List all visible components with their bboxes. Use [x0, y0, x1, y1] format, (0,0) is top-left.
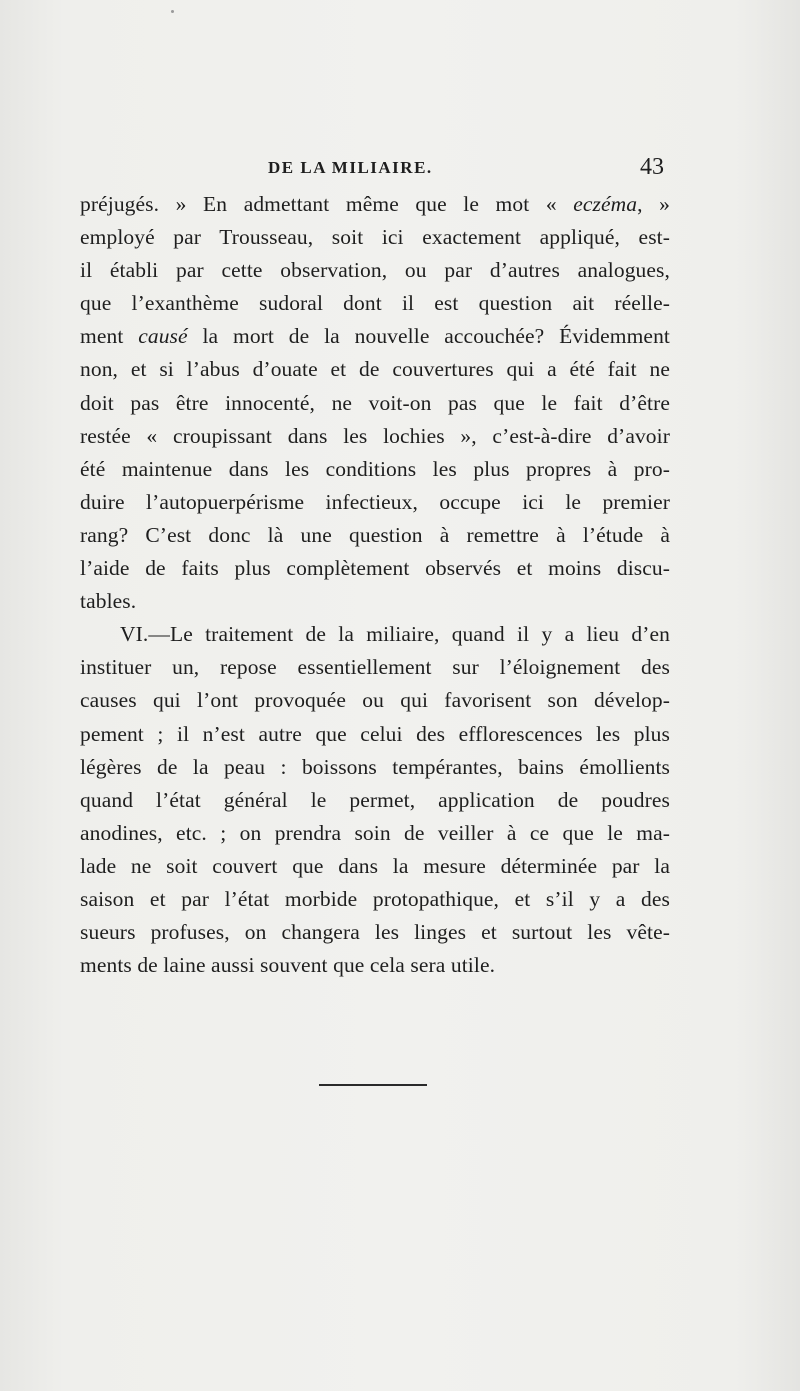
- text-line: non, et si l’abus d’ouate et de couvertures qui a été fait ne: [80, 357, 670, 382]
- text-line: anodines, etc. ; on prendra soin de veiller à ce que le ma-: [80, 820, 670, 845]
- text-line: saison et par l’état morbide protopathique, et s’il y a des: [80, 886, 670, 911]
- text-line: restée « croupissant dans les lochies », c’est-à-dire d’avoir: [80, 423, 670, 448]
- text-line: légères de la peau : boissons tempérantes, bains émollients: [80, 754, 670, 779]
- text-line: sueurs profuses, on changera les linges et surtout les vête-: [80, 920, 670, 945]
- text-line: instituer un, repose essentiellement sur l’éloignement des: [80, 655, 670, 680]
- text-line: doit pas être innocenté, ne voit-on pas que le fait d’être: [80, 390, 670, 415]
- text-line: VI.—Le traitement de la miliaire, quand il y a lieu d’en: [120, 622, 670, 647]
- text-line: il établi par cette observation, ou par d’autres analogues,: [80, 258, 670, 283]
- italic-word: causé: [138, 324, 188, 349]
- text-line: causes qui l’ont provoquée ou qui favorisent son dévelop-: [80, 688, 670, 713]
- text-line: tables.: [80, 589, 137, 614]
- text-line: l’aide de faits plus complètement observés et moins discu-: [80, 556, 670, 581]
- text-line: que l’exanthème sudoral dont il est question ait réelle-: [80, 291, 670, 316]
- text-line: ments de laine aussi souvent que cela sera utile.: [80, 953, 496, 978]
- running-title: DE LA MILIAIRE.: [268, 158, 433, 177]
- text-line: lade ne soit couvert que dans la mesure déterminée par la: [80, 853, 670, 878]
- page-number: 43: [640, 154, 664, 180]
- text-line: duire l’autopuerpérisme infectieux, occupe ici le premier: [80, 489, 670, 514]
- text-line: ment causé la mort de la nouvelle accouchée? Évidemment: [80, 324, 670, 349]
- text-line: rang? C’est donc là une question à remettre à l’étude à: [80, 522, 670, 547]
- footnote-rule: [319, 1084, 427, 1086]
- text-line: été maintenue dans les conditions les plus propres à pro-: [80, 456, 670, 481]
- text-line: pement ; il n’est autre que celui des efflorescences les plus: [80, 721, 670, 746]
- text-line: quand l’état général le permet, application de poudres: [80, 787, 670, 812]
- text-line: employé par Trousseau, soit ici exactement appliqué, est-: [80, 225, 670, 250]
- body-text: [80, 188, 670, 982]
- italic-word: eczéma: [573, 192, 638, 216]
- paper-speck: [171, 10, 174, 13]
- text-line: préjugés. » En admettant même que le mot « eczéma, »: [80, 192, 670, 216]
